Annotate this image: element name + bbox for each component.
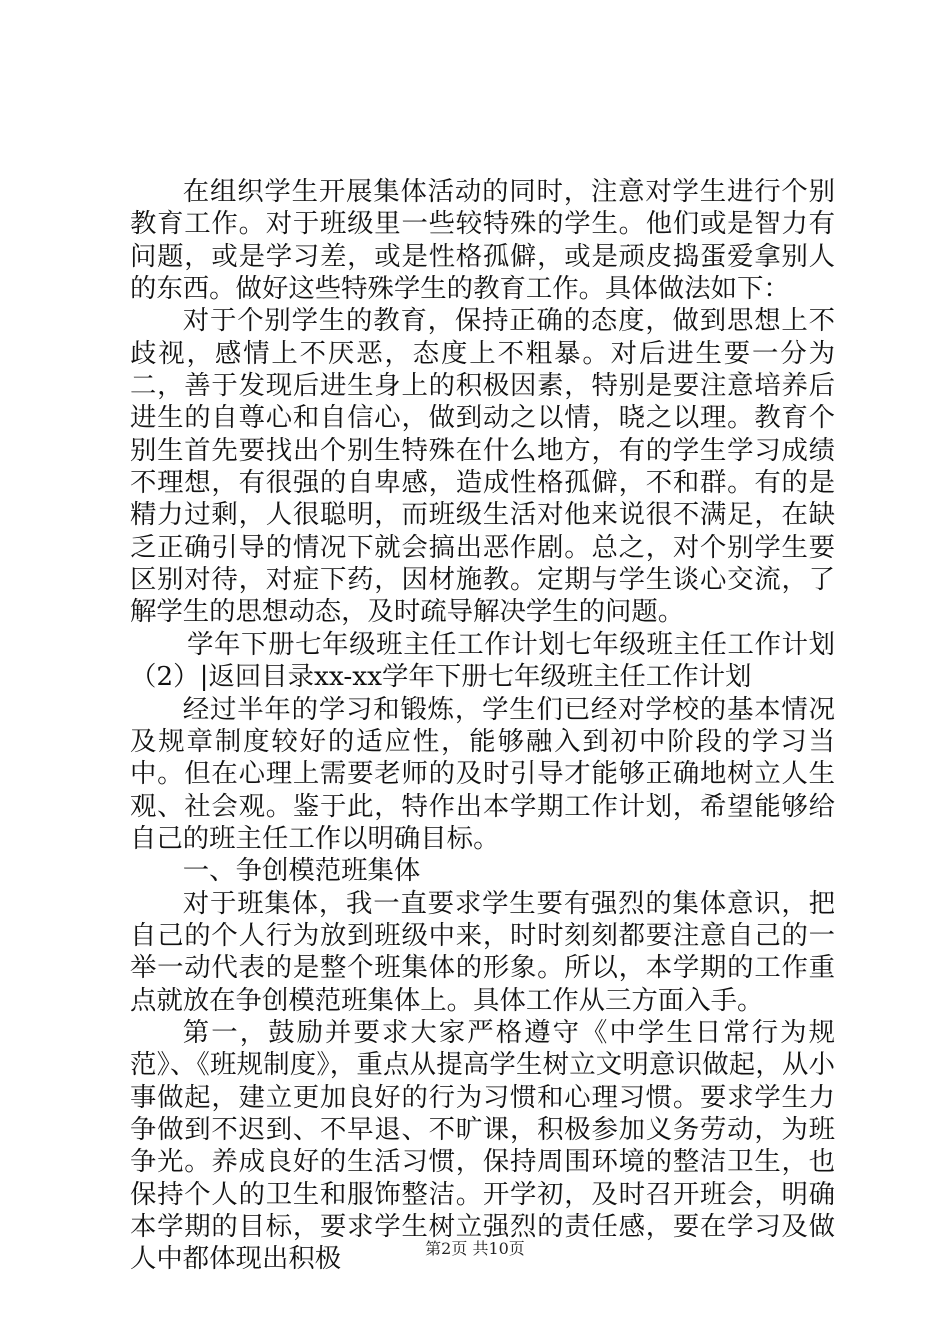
paragraph-plan-title: 学年下册七年级班主任工作计划七年级班主任工作计划（2）|返回目录xx-xx学年下册七年级班主任工作计划 — [130, 628, 835, 693]
paragraph-collective-awareness: 对于班集体，我一直要求学生要有强烈的集体意识，把自己的个人行为放到班级中来，时时刻刻都要注意自己的一举一动代表的是整个班集体的形象。所以，本学期的工作重点就放在争创模范班集体上。具体工作从三方面入手。 — [130, 887, 835, 1016]
paragraph-first-measure: 第一，鼓励并要求大家严格遵守《中学生日常行为规范》、《班规制度》，重点从提高学生树立文明意识做起，从小事做起，建立更加良好的行为习惯和心理习惯。要求学生力争做到不迟到、不早退、不旷课，积极参加义务劳动，为班争光。养成良好的生活习惯，保持周围环境的整洁卫生，也保持个人的卫生和服饰整洁。开学初，及时召开班会，明确本学期的目标，要求学生树立强烈的责任感，要在学习及做人中都体现出积极 — [130, 1016, 835, 1275]
paragraph-individual-education-intro: 在组织学生开展集体活动的同时，注意对学生进行个别教育工作。对于班级里一些较特殊的学生。他们或是智力有问题，或是学习差，或是性格孤僻，或是顽皮捣蛋爱拿别人的东西。做好这些特殊学生的教育工作。具体做法如下： — [130, 176, 835, 305]
page-footer: 第2页 共10页 — [425, 1239, 525, 1258]
document-body — [130, 176, 835, 1276]
section-heading-model-class: 一、争创模范班集体 — [182, 855, 421, 887]
paragraph-plan-intro: 经过半年的学习和锻炼，学生们已经对学校的基本情况及规章制度较好的适应性，能够融入到初中阶段的学习当中。但在心理上需要老师的及时引导才能够正确地树立人生观、社会观。鉴于此，特作出本学期工作计划，希望能够给自己的班主任工作以明确目标。 — [130, 693, 835, 854]
paragraph-individual-education-method: 对于个别学生的教育，保持正确的态度，做到思想上不歧视，感情上不厌恶，态度上不粗暴。对后进生要一分为二，善于发现后进生身上的积极因素，特别是要注意培养后进生的自尊心和自信心，做到动之以情，晓之以理。教育个别生首先要找出个别生特殊在什么地方，有的学生学习成绩不理想，有很强的自卑感，造成性格孤僻，不和群。有的是精力过剩，人很聪明，而班级生活对他来说很不满足，在缺乏正确引导的情况下就会搞出恶作剧。总之，对个别学生要区别对待，对症下药，因材施教。定期与学生谈心交流，了解学生的思想动态，及时疏导解决学生的问题。 — [130, 305, 835, 628]
